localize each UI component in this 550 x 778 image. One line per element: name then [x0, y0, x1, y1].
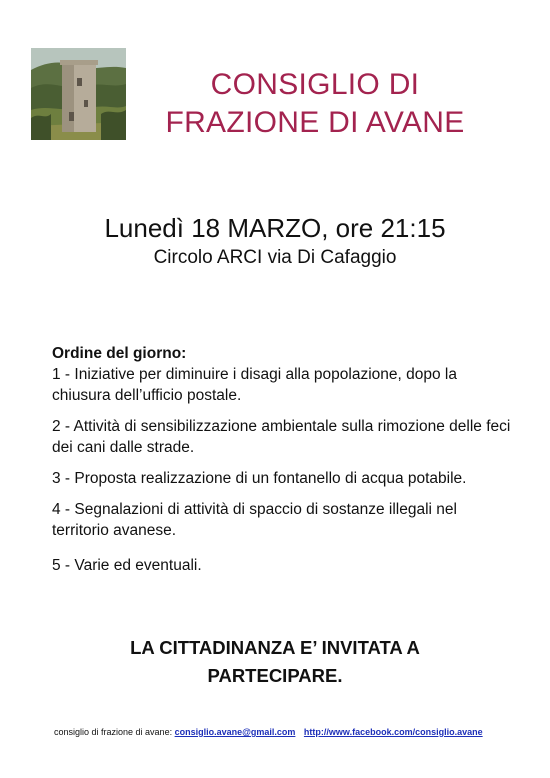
email-link[interactable]: consiglio.avane@gmail.com	[174, 727, 296, 737]
agenda-item-3: 3 - Proposta realizzazione di un fontanello di acqua potabile.	[52, 470, 467, 487]
event-date-time: Lunedì 18 MARZO, ore 21:15	[104, 213, 446, 243]
tower-photo	[31, 48, 126, 140]
invitation-line-2: PARTECIPARE.	[207, 665, 343, 686]
agenda-heading: Ordine del giorno:	[52, 345, 187, 362]
agenda	[52, 343, 512, 586]
event-place: Circolo ARCI via Di Cafaggio	[153, 247, 397, 268]
event-info	[0, 212, 550, 271]
agenda-item-5: 5 - Varie ed eventuali.	[52, 557, 202, 574]
agenda-item-2: 2 - Attività di sensibilizzazione ambientale sulla rimozione delle feci dei cani dalle strade.	[52, 418, 511, 456]
title-line-1: CONSIGLIO DI	[210, 68, 420, 101]
agenda-item-1: 1 - Iniziative per diminuire i disagi alla popolazione, dopo la chiusura dell’ufficio postale.	[52, 366, 457, 404]
page-title	[150, 66, 480, 142]
title-line-2: FRAZIONE DI AVANE	[165, 106, 465, 139]
invitation-line-1: LA CITTADINANZA E’ INVITATA A	[130, 637, 420, 658]
invitation	[0, 634, 550, 690]
facebook-link[interactable]: http://www.facebook.com/consiglio.avane	[303, 727, 483, 737]
footer	[54, 726, 524, 738]
footer-label: consiglio di frazione di avane:	[54, 727, 173, 737]
agenda-item-4: 4 - Segnalazioni di attività di spaccio di sostanze illegali nel territorio avanese.	[52, 501, 457, 539]
